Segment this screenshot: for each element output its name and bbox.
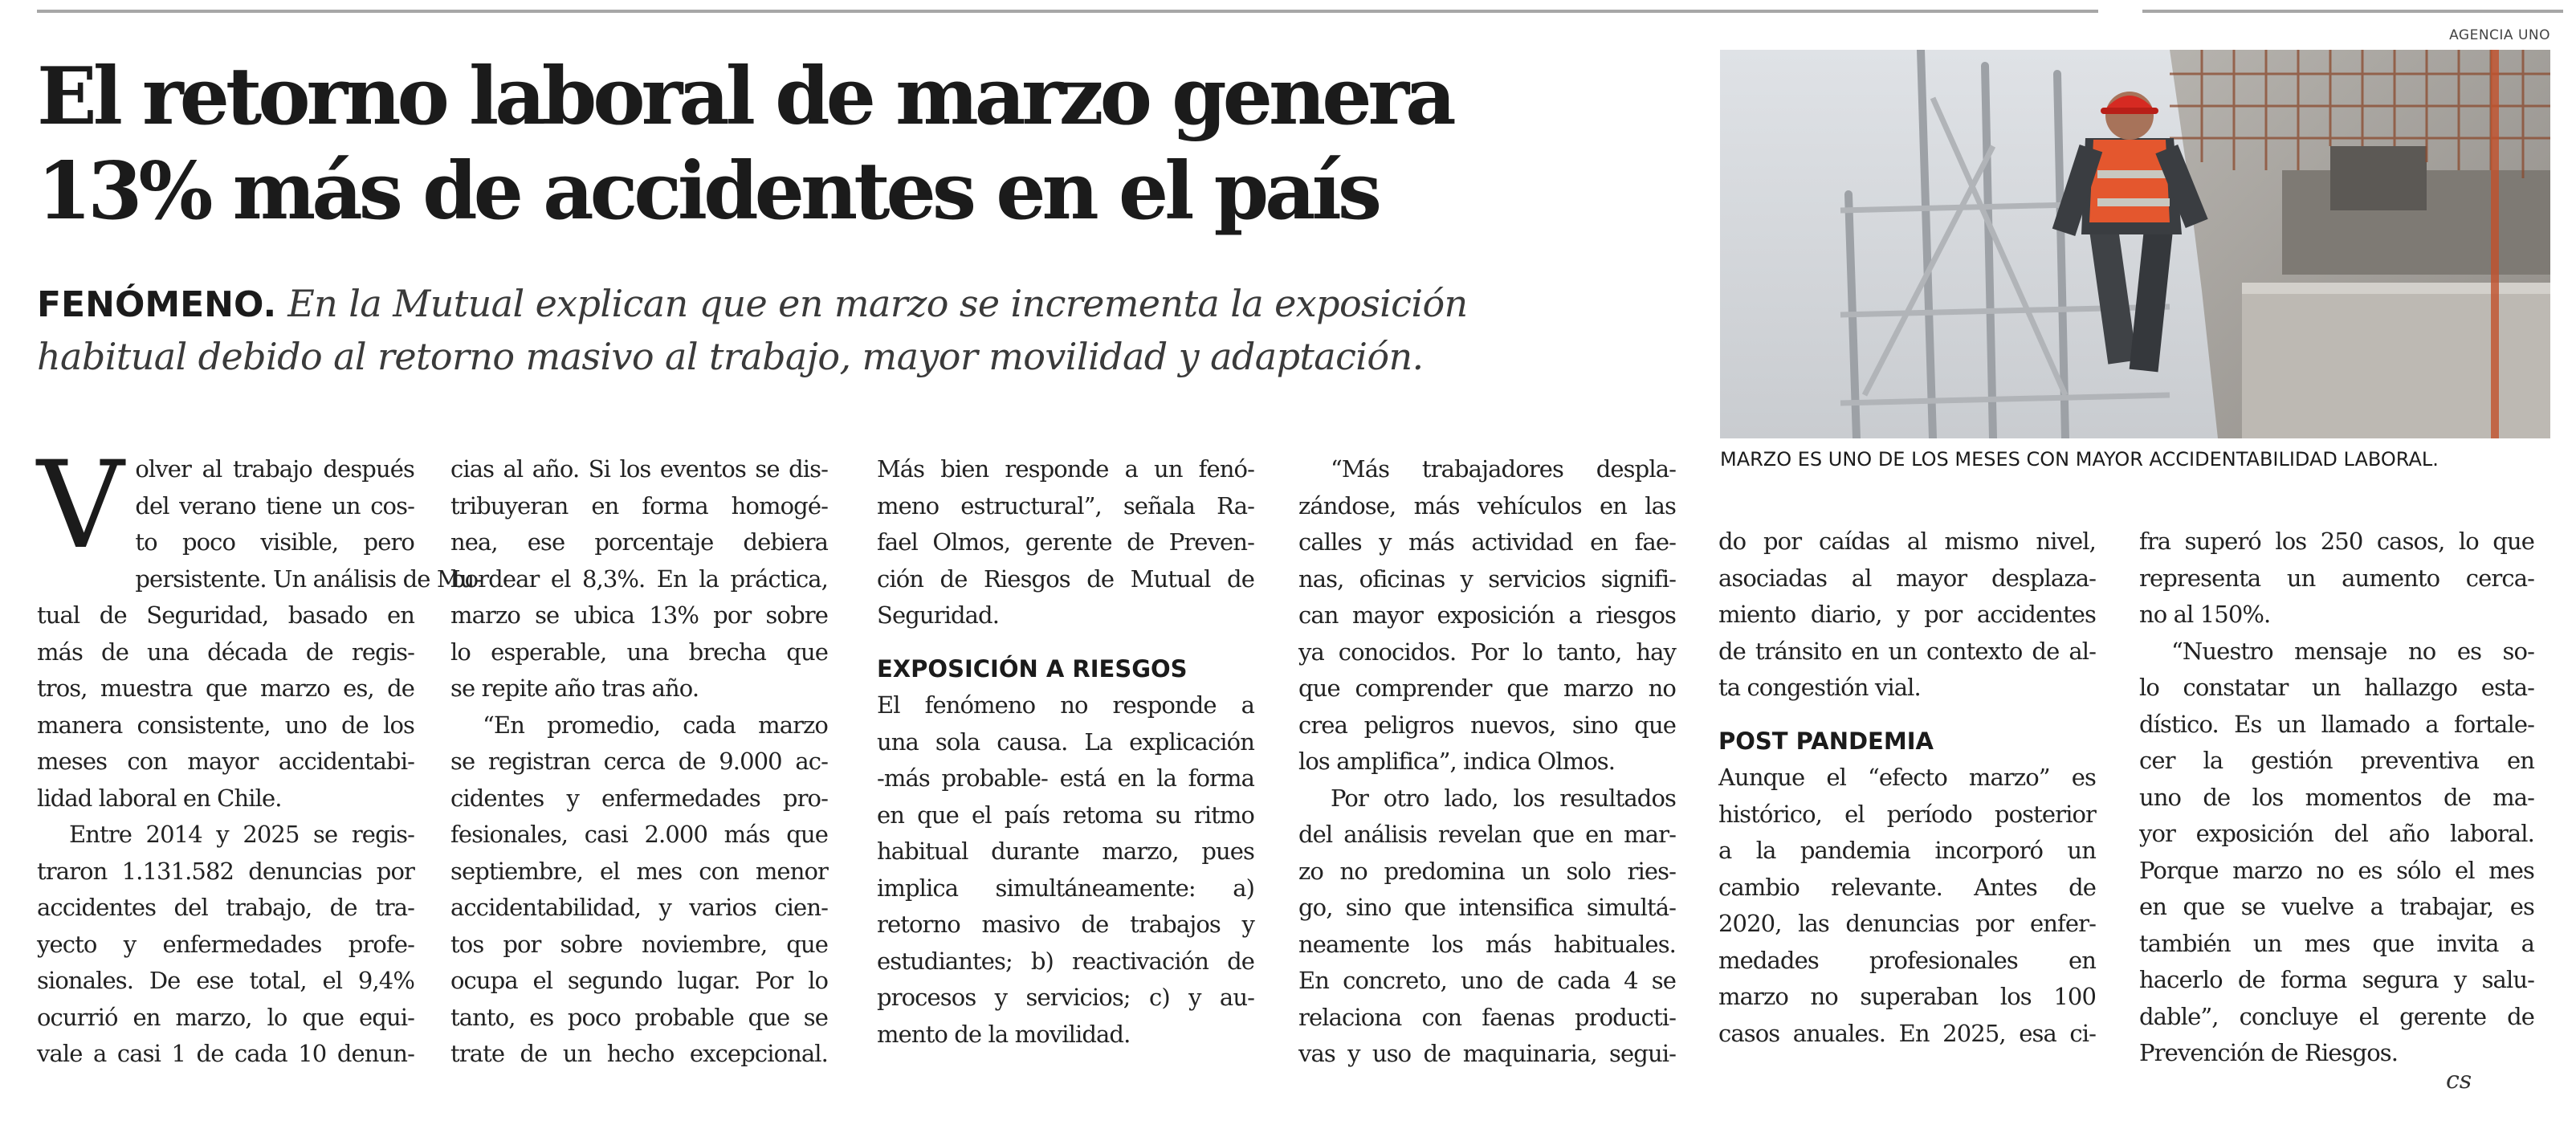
text-line: también un mes que invita a xyxy=(2139,929,2534,957)
text-line: yecto y enfermedades profe- xyxy=(37,930,414,958)
text-line: Prevención de Riesgos. xyxy=(2139,1039,2399,1066)
text-line: ocupa el segundo lugar. Por lo xyxy=(450,967,828,994)
text-line: Seguridad. xyxy=(877,601,1000,629)
text-line: meno estructural”, señala Ra- xyxy=(877,491,1254,520)
text-line: yor exposición del año laboral. xyxy=(2139,820,2534,847)
text-line: estudiantes; b) reactivación de xyxy=(877,947,1254,975)
text-line: dístico. Es un llamado a fortale- xyxy=(2139,710,2534,738)
text-line: asociadas al mayor desplaza- xyxy=(1718,564,2096,592)
article-column-6 xyxy=(2139,524,2534,1072)
headline-line-1: El retorno laboral de marzo genera xyxy=(37,51,1453,143)
text-line: bordear el 8,3%. En la práctica, xyxy=(450,564,828,593)
text-line: tos por sobre noviembre, que xyxy=(450,930,828,958)
text-line: septiembre, el mes con menor xyxy=(450,857,828,885)
text-line: traron 1.131.582 denuncias por xyxy=(37,857,414,885)
text-line: zo no predomina un solo ries- xyxy=(1298,857,1676,885)
deck-label: FENÓMENO. xyxy=(37,284,277,325)
subhead-exposicion: EXPOSICIÓN A RIESGOS xyxy=(877,654,1188,683)
text-line: medades profesionales en xyxy=(1718,946,2096,974)
text-line: olver al trabajo después xyxy=(135,455,414,483)
text-line: “Nuestro mensaje no es so- xyxy=(2171,637,2534,665)
text-line: do por caídas al mismo nivel, xyxy=(1718,528,2096,555)
deck-text-1: En la Mutual explican que en marzo se incrementa la exposición xyxy=(287,282,1468,325)
text-line: cias al año. Si los eventos se dis- xyxy=(450,455,828,483)
text-line: marzo se ubica 13% por sobre xyxy=(450,601,828,629)
text-line: lo constatar un hallazgo esta- xyxy=(2139,674,2534,701)
end-mark: cs xyxy=(2446,1066,2472,1094)
text-line: fra superó los 250 casos, lo que xyxy=(2139,528,2534,555)
photo-caption: MARZO ES UNO DE LOS MESES CON MAYOR ACCIDENTABILIDAD LABORAL. xyxy=(1720,448,2439,471)
top-rule-photo xyxy=(2142,10,2563,13)
top-rule xyxy=(37,10,2098,13)
text-line: calles y más actividad en fae- xyxy=(1298,528,1676,556)
text-line: cambio relevante. Antes de xyxy=(1718,873,2096,901)
text-line: Más bien responde a un fenó- xyxy=(877,455,1254,483)
text-line: tribuyeran en forma homogé- xyxy=(450,491,828,520)
headline xyxy=(37,50,1675,239)
text-line: accidentes del trabajo, de tra- xyxy=(37,894,414,921)
text-line: crea peligros nuevos, sino que xyxy=(1298,711,1676,739)
text-line: neamente los más habituales. xyxy=(1298,930,1676,958)
text-line: ocurrió en marzo, lo que equi- xyxy=(37,1003,414,1031)
article-column-4 xyxy=(1298,451,1676,1073)
text-line: El fenómeno no responde a xyxy=(877,691,1254,719)
text-line: “Más trabajadores despla- xyxy=(1331,455,1676,483)
text-line: cer la gestión preventiva en xyxy=(2139,747,2534,774)
text-line: representa un aumento cerca- xyxy=(2139,564,2534,592)
text-line: histórico, el período posterior xyxy=(1718,800,2096,828)
text-line: a la pandemia incorporó un xyxy=(1718,837,2096,864)
article-column-3 xyxy=(877,451,1254,1053)
text-line: en que el país retoma su ritmo xyxy=(877,801,1254,829)
text-line: habitual durante marzo, pues xyxy=(877,837,1254,865)
text-line: relaciona con faenas producti- xyxy=(1298,1003,1676,1031)
text-line: del análisis revelan que en mar- xyxy=(1298,821,1676,848)
text-line: hacerlo de forma segura y salu- xyxy=(2139,966,2534,993)
text-line: implica simultáneamente: a) xyxy=(877,874,1254,902)
text-line: En concreto, uno de cada 4 se xyxy=(1298,967,1676,994)
text-line: can mayor exposición a riesgos xyxy=(1298,601,1676,629)
text-line: se registran cerca de 9.000 ac- xyxy=(450,748,828,775)
text-line: los amplifica”, indica Olmos. xyxy=(1298,748,1616,775)
photo-illustration xyxy=(1720,50,2550,438)
text-line: fesionales, casi 2.000 más que xyxy=(450,821,828,848)
text-line: nas, oficinas y servicios signifi- xyxy=(1298,564,1676,593)
text-line: Por otro lado, los resultados xyxy=(1331,784,1676,812)
text-line: ción de Riesgos de Mutual de xyxy=(877,564,1254,593)
article-column-1 xyxy=(37,436,482,1073)
text-line: Porque marzo no es sólo el mes xyxy=(2139,856,2534,884)
text-line: -más probable- está en la forma xyxy=(877,764,1254,792)
subhead-post-pandemia: POST PANDEMIA xyxy=(1718,727,1934,755)
text-line: zándose, más vehículos en las xyxy=(1298,491,1676,520)
text-line: vale a casi 1 de cada 10 denun- xyxy=(37,1040,414,1067)
deck-line-1 xyxy=(37,278,1667,331)
text-line: ta congestión vial. xyxy=(1718,674,1921,701)
text-line: marzo no superaban los 100 xyxy=(1718,983,2096,1010)
text-line: casos anuales. En 2025, esa ci- xyxy=(1718,1019,2096,1047)
deck-line-2: habitual debido al retorno masivo al trabajo, mayor movilidad y adaptación. xyxy=(37,335,1424,378)
text-line: manera consistente, uno de los xyxy=(37,711,414,739)
drop-cap: V xyxy=(37,436,124,576)
text-line: meses con mayor accidentabi- xyxy=(37,748,414,775)
text-line: de tránsito en un contexto de al- xyxy=(1718,637,2096,665)
text-line: fael Olmos, gerente de Preven- xyxy=(877,528,1254,556)
text-line: lo esperable, una brecha que xyxy=(450,638,828,666)
text-line: miento diario, y por accidentes xyxy=(1718,601,2096,628)
text-line: más de una década de regis- xyxy=(37,638,414,666)
text-line: que comprender que marzo no xyxy=(1298,674,1676,702)
text-line: no al 150%. xyxy=(2139,601,2271,628)
photo-credit: AGENCIA UNO xyxy=(2449,27,2550,43)
text-line: persistente. Un análisis de Mu- xyxy=(135,564,482,593)
text-line: “En promedio, cada marzo xyxy=(483,711,828,739)
text-line: cidentes y enfermedades pro- xyxy=(450,784,828,812)
text-line: ya conocidos. Por lo tanto, hay xyxy=(1298,638,1676,666)
text-line: nea, ese porcentaje debiera xyxy=(450,528,828,556)
text-line: dable”, concluye el gerente de xyxy=(2139,1002,2534,1030)
text-line: tanto, es poco probable que se xyxy=(450,1003,828,1031)
text-line: una sola causa. La explicación xyxy=(877,727,1254,756)
text-line: 2020, las denuncias por enfer- xyxy=(1718,910,2096,937)
article-column-5 xyxy=(1718,524,2096,1052)
text-line: lidad laboral en Chile. xyxy=(37,784,282,812)
text-line: en que se vuelve a trabajar, es xyxy=(2139,893,2534,920)
deck xyxy=(37,278,1667,382)
text-line: vas y uso de maquinaria, segui- xyxy=(1298,1040,1676,1067)
text-line: procesos y servicios; c) y au- xyxy=(877,984,1254,1011)
text-line: trate de un hecho excepcional. xyxy=(450,1040,828,1067)
headline-line-2: 13% más de accidentes en el país xyxy=(37,145,1379,238)
text-line: se repite año tras año. xyxy=(450,674,699,702)
text-line: tros, muestra que marzo es, de xyxy=(37,674,414,702)
text-line: to poco visible, pero xyxy=(135,528,414,556)
text-line: go, sino que intensifica simultá- xyxy=(1298,894,1676,921)
text-line: Entre 2014 y 2025 se regis- xyxy=(69,821,414,848)
text-line: Aunque el “efecto marzo” es xyxy=(1718,764,2096,791)
text-line: del verano tiene un cos- xyxy=(135,491,414,520)
text-line: accidentabilidad, y varios cien- xyxy=(450,894,828,921)
text-line: sionales. De ese total, el 9,4% xyxy=(37,967,414,994)
article-column-2 xyxy=(450,451,828,1073)
text-line: retorno masivo de trabajos y xyxy=(877,911,1254,938)
text-line: mento de la movilidad. xyxy=(877,1020,1131,1048)
photo-construction-worker xyxy=(1720,50,2550,438)
text-line: tual de Seguridad, basado en xyxy=(37,601,414,629)
text-line: uno de los momentos de ma- xyxy=(2139,783,2534,811)
